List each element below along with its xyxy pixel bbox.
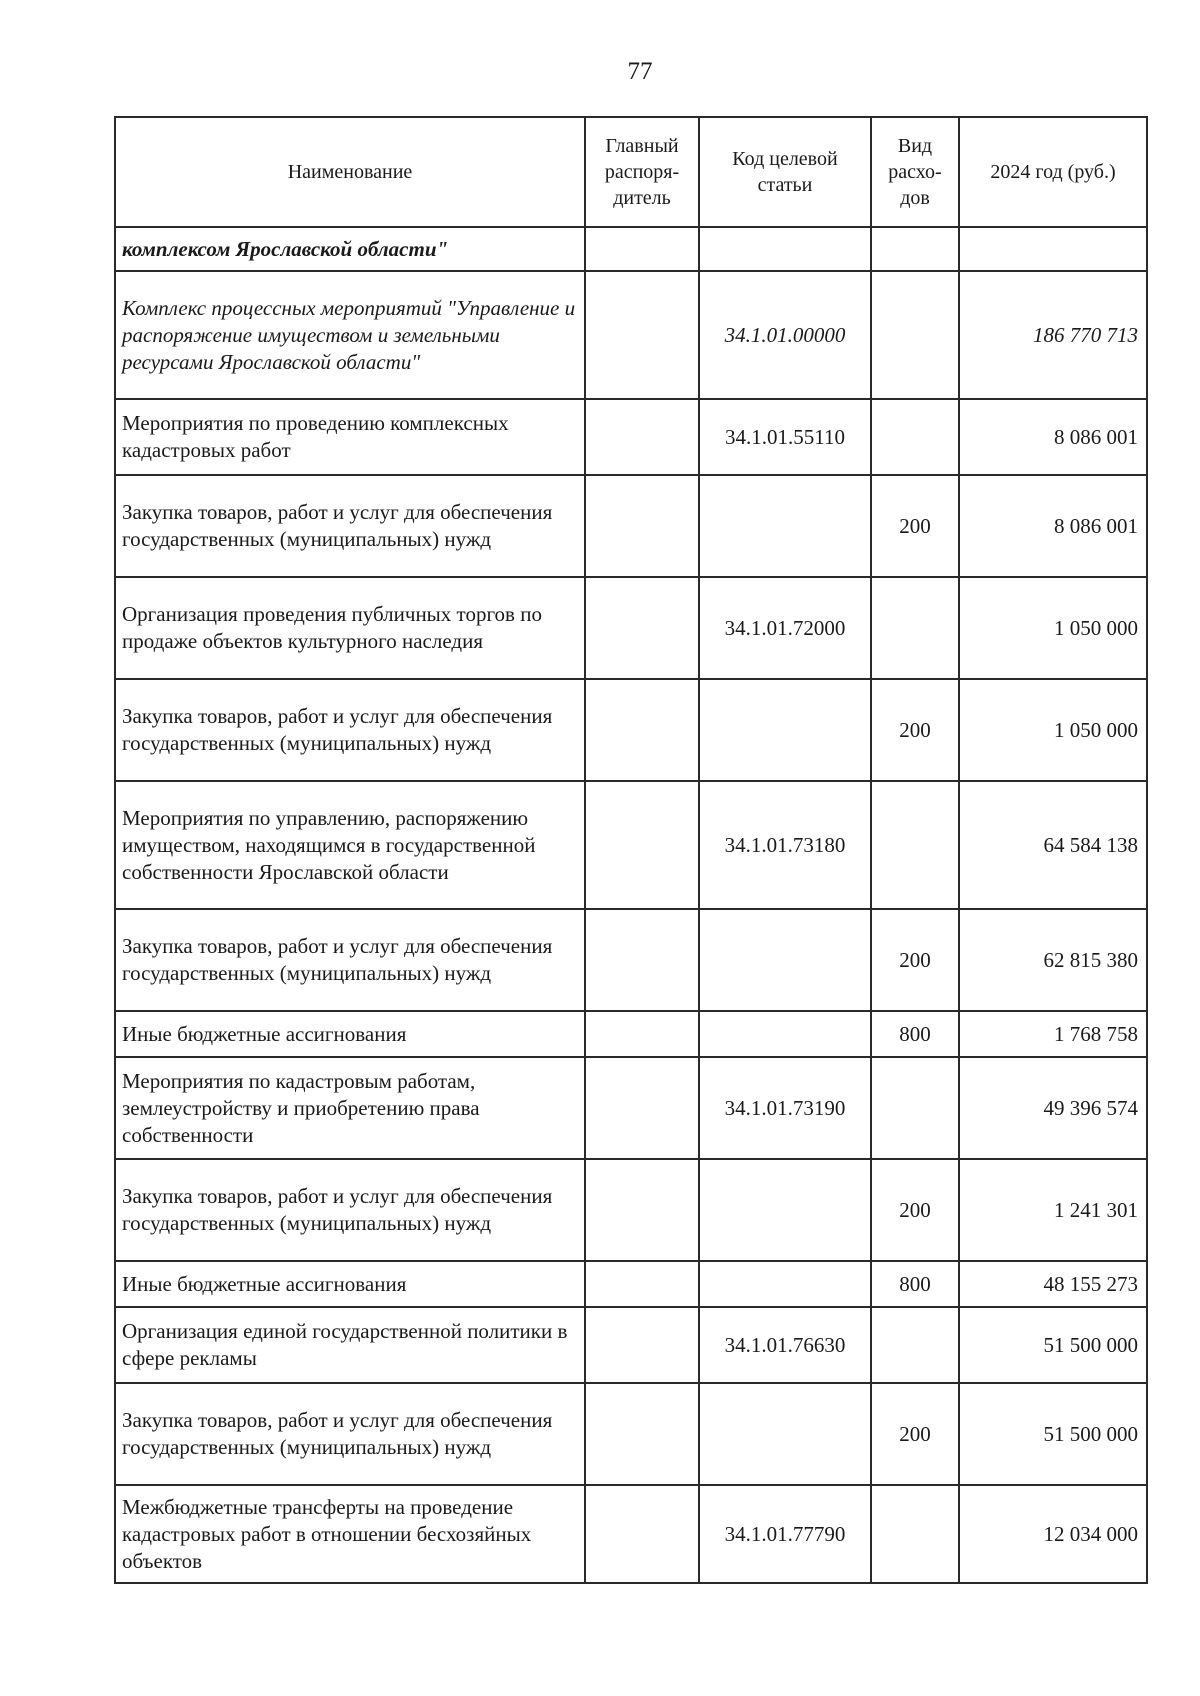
row-code bbox=[699, 679, 871, 781]
row-administrator bbox=[585, 1057, 699, 1159]
row-code: 34.1.01.76630 bbox=[699, 1307, 871, 1383]
row-amount: 1 050 000 bbox=[959, 679, 1147, 781]
table-row bbox=[115, 227, 1147, 271]
row-type: 800 bbox=[871, 1261, 959, 1307]
row-administrator bbox=[585, 1383, 699, 1485]
row-name: Закупка товаров, работ и услуг для обеспечения государственных (муниципальных) нужд bbox=[115, 909, 585, 1011]
row-name: Мероприятия по кадастровым работам, землеустройству и приобретению права собственности bbox=[115, 1057, 585, 1159]
table-row bbox=[115, 1485, 1147, 1583]
row-administrator bbox=[585, 909, 699, 1011]
row-amount: 51 500 000 bbox=[959, 1307, 1147, 1383]
row-name: Закупка товаров, работ и услуг для обеспечения государственных (муниципальных) нужд bbox=[115, 475, 585, 577]
row-amount: 1 241 301 bbox=[959, 1159, 1147, 1261]
row-administrator bbox=[585, 271, 699, 399]
budget-table-container bbox=[114, 116, 1146, 1584]
row-administrator bbox=[585, 227, 699, 271]
row-name: Закупка товаров, работ и услуг для обеспечения государственных (муниципальных) нужд bbox=[115, 679, 585, 781]
row-code bbox=[699, 475, 871, 577]
header-year-2024: 2024 год (руб.) bbox=[959, 117, 1147, 227]
row-administrator bbox=[585, 1159, 699, 1261]
row-administrator bbox=[585, 475, 699, 577]
budget-table bbox=[114, 116, 1148, 1584]
header-name: Наименование bbox=[115, 117, 585, 227]
table-row bbox=[115, 1383, 1147, 1485]
row-amount: 1 768 758 bbox=[959, 1011, 1147, 1057]
row-code: 34.1.01.72000 bbox=[699, 577, 871, 679]
row-type bbox=[871, 1485, 959, 1583]
row-code: 34.1.01.00000 bbox=[699, 271, 871, 399]
row-type: 200 bbox=[871, 475, 959, 577]
row-name: Иные бюджетные ассигнования bbox=[115, 1011, 585, 1057]
table-row bbox=[115, 399, 1147, 475]
row-amount: 64 584 138 bbox=[959, 781, 1147, 909]
row-amount: 62 815 380 bbox=[959, 909, 1147, 1011]
row-code bbox=[699, 909, 871, 1011]
table-row bbox=[115, 1011, 1147, 1057]
table-row bbox=[115, 1159, 1147, 1261]
row-name: Мероприятия по проведению комплексных кадастровых работ bbox=[115, 399, 585, 475]
row-type bbox=[871, 227, 959, 271]
row-amount: 186 770 713 bbox=[959, 271, 1147, 399]
row-administrator bbox=[585, 1485, 699, 1583]
row-name: Организация единой государственной политики в сфере рекламы bbox=[115, 1307, 585, 1383]
row-amount: 12 034 000 bbox=[959, 1485, 1147, 1583]
row-name: Комплекс процессных мероприятий "Управление и распоряжение имуществом и земельными ресурсами Ярославской области" bbox=[115, 271, 585, 399]
row-name: Закупка товаров, работ и услуг для обеспечения государственных (муниципальных) нужд bbox=[115, 1159, 585, 1261]
row-administrator bbox=[585, 399, 699, 475]
row-type bbox=[871, 781, 959, 909]
table-row bbox=[115, 679, 1147, 781]
row-administrator bbox=[585, 1307, 699, 1383]
row-name: Мероприятия по управлению, распоряжению имуществом, находящимся в государственной собственности Ярославской области bbox=[115, 781, 585, 909]
row-code bbox=[699, 227, 871, 271]
row-code: 34.1.01.73180 bbox=[699, 781, 871, 909]
row-amount: 8 086 001 bbox=[959, 475, 1147, 577]
row-type bbox=[871, 577, 959, 679]
table-row bbox=[115, 909, 1147, 1011]
header-target-code: Код целевой статьи bbox=[699, 117, 871, 227]
row-type: 200 bbox=[871, 1159, 959, 1261]
table-row bbox=[115, 577, 1147, 679]
row-administrator bbox=[585, 1261, 699, 1307]
header-row bbox=[115, 117, 1147, 227]
row-code bbox=[699, 1159, 871, 1261]
row-name: Закупка товаров, работ и услуг для обеспечения государственных (муниципальных) нужд bbox=[115, 1383, 585, 1485]
row-administrator bbox=[585, 679, 699, 781]
row-administrator bbox=[585, 781, 699, 909]
row-amount: 51 500 000 bbox=[959, 1383, 1147, 1485]
row-type: 800 bbox=[871, 1011, 959, 1057]
table-row bbox=[115, 1057, 1147, 1159]
row-type: 200 bbox=[871, 679, 959, 781]
table-row bbox=[115, 1307, 1147, 1383]
row-amount: 8 086 001 bbox=[959, 399, 1147, 475]
row-code: 34.1.01.73190 bbox=[699, 1057, 871, 1159]
row-name: Межбюджетные трансферты на проведение кадастровых работ в отношении бесхозяйных объектов bbox=[115, 1485, 585, 1583]
row-type: 200 bbox=[871, 909, 959, 1011]
table-row bbox=[115, 271, 1147, 399]
header-expense-type: Вид расхо-дов bbox=[871, 117, 959, 227]
row-amount: 49 396 574 bbox=[959, 1057, 1147, 1159]
row-name: Организация проведения публичных торгов по продаже объектов культурного наследия bbox=[115, 577, 585, 679]
row-code bbox=[699, 1261, 871, 1307]
row-type bbox=[871, 271, 959, 399]
page-number: 77 bbox=[627, 58, 653, 85]
row-name: Иные бюджетные ассигнования bbox=[115, 1261, 585, 1307]
row-name: комплексом Ярославской области" bbox=[115, 227, 585, 271]
row-type bbox=[871, 399, 959, 475]
row-administrator bbox=[585, 1011, 699, 1057]
row-type: 200 bbox=[871, 1383, 959, 1485]
row-code: 34.1.01.55110 bbox=[699, 399, 871, 475]
table-row bbox=[115, 1261, 1147, 1307]
table-row bbox=[115, 475, 1147, 577]
row-code bbox=[699, 1383, 871, 1485]
table-header bbox=[115, 117, 1147, 227]
row-type bbox=[871, 1307, 959, 1383]
row-amount: 48 155 273 bbox=[959, 1261, 1147, 1307]
row-amount bbox=[959, 227, 1147, 271]
row-code bbox=[699, 1011, 871, 1057]
row-administrator bbox=[585, 577, 699, 679]
row-amount: 1 050 000 bbox=[959, 577, 1147, 679]
row-code: 34.1.01.77790 bbox=[699, 1485, 871, 1583]
header-administrator: Главный распоря-дитель bbox=[585, 117, 699, 227]
table-body bbox=[115, 227, 1147, 1583]
row-type bbox=[871, 1057, 959, 1159]
table-row bbox=[115, 781, 1147, 909]
